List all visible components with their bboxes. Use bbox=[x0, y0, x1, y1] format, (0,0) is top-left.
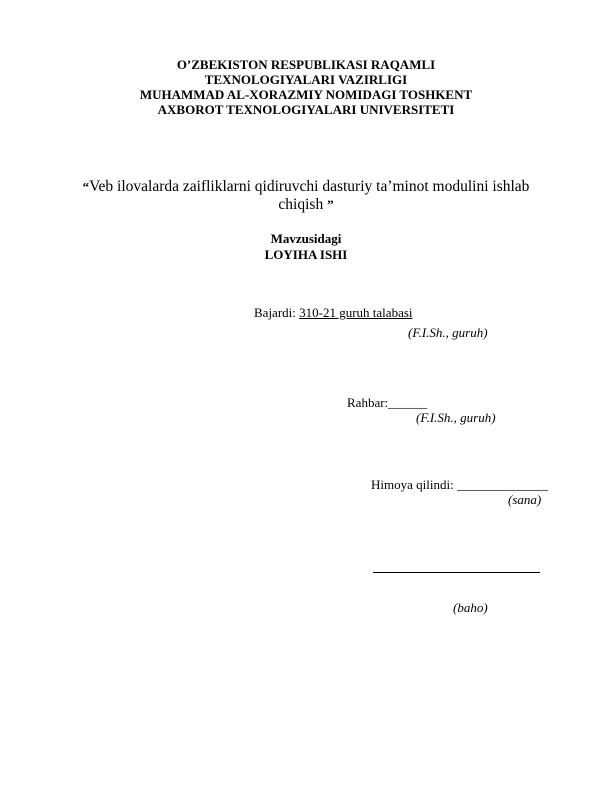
topic-text: Veb ilovalarda zaifliklarni qidiruvchi dasturiy ta’minot modulini ishlab chiqish bbox=[89, 178, 530, 213]
university-header bbox=[0, 57, 612, 117]
defended-hint: (sana) bbox=[508, 492, 542, 507]
defended-label: Himoya qilindi: bbox=[371, 477, 457, 492]
defended-blank: ______________ bbox=[456, 477, 548, 492]
performed-line bbox=[254, 305, 413, 320]
performed-label: Bajardi: bbox=[254, 305, 300, 320]
defended-line bbox=[371, 477, 548, 492]
header-line-3: MUHAMMAD AL-XORAZMIY NOMIDAGI TOSHKENT bbox=[139, 87, 473, 102]
grade-signature-line bbox=[373, 572, 540, 573]
subject-line-1: Mavzusidagi bbox=[270, 231, 342, 246]
topic-open-quote: “ bbox=[82, 179, 90, 194]
supervisor-label: Rahbar: bbox=[347, 395, 389, 410]
subject-block bbox=[0, 231, 612, 263]
header-line-4: AXBOROT TEXNOLOGIYALARI UNIVERSITETI bbox=[157, 102, 455, 117]
header-line-1: O’ZBEKISTON RESPUBLIKASI RAQAMLI bbox=[176, 57, 436, 72]
performed-hint: (F.I.Sh., guruh) bbox=[408, 325, 488, 340]
topic-close-quote: ” bbox=[327, 197, 334, 212]
project-topic bbox=[60, 178, 552, 214]
performed-value: 310-21 guruh talabasi bbox=[299, 305, 413, 320]
supervisor-hint: (F.I.Sh., guruh) bbox=[416, 410, 496, 425]
header-line-2: TEXNOLOGIYALARI VAZIRLIGI bbox=[204, 72, 408, 87]
subject-line-2: LOYIHA ISHI bbox=[264, 247, 348, 262]
supervisor-blank: ______ bbox=[388, 395, 428, 410]
grade-hint: (baho) bbox=[453, 600, 488, 615]
supervisor-line bbox=[347, 395, 427, 410]
